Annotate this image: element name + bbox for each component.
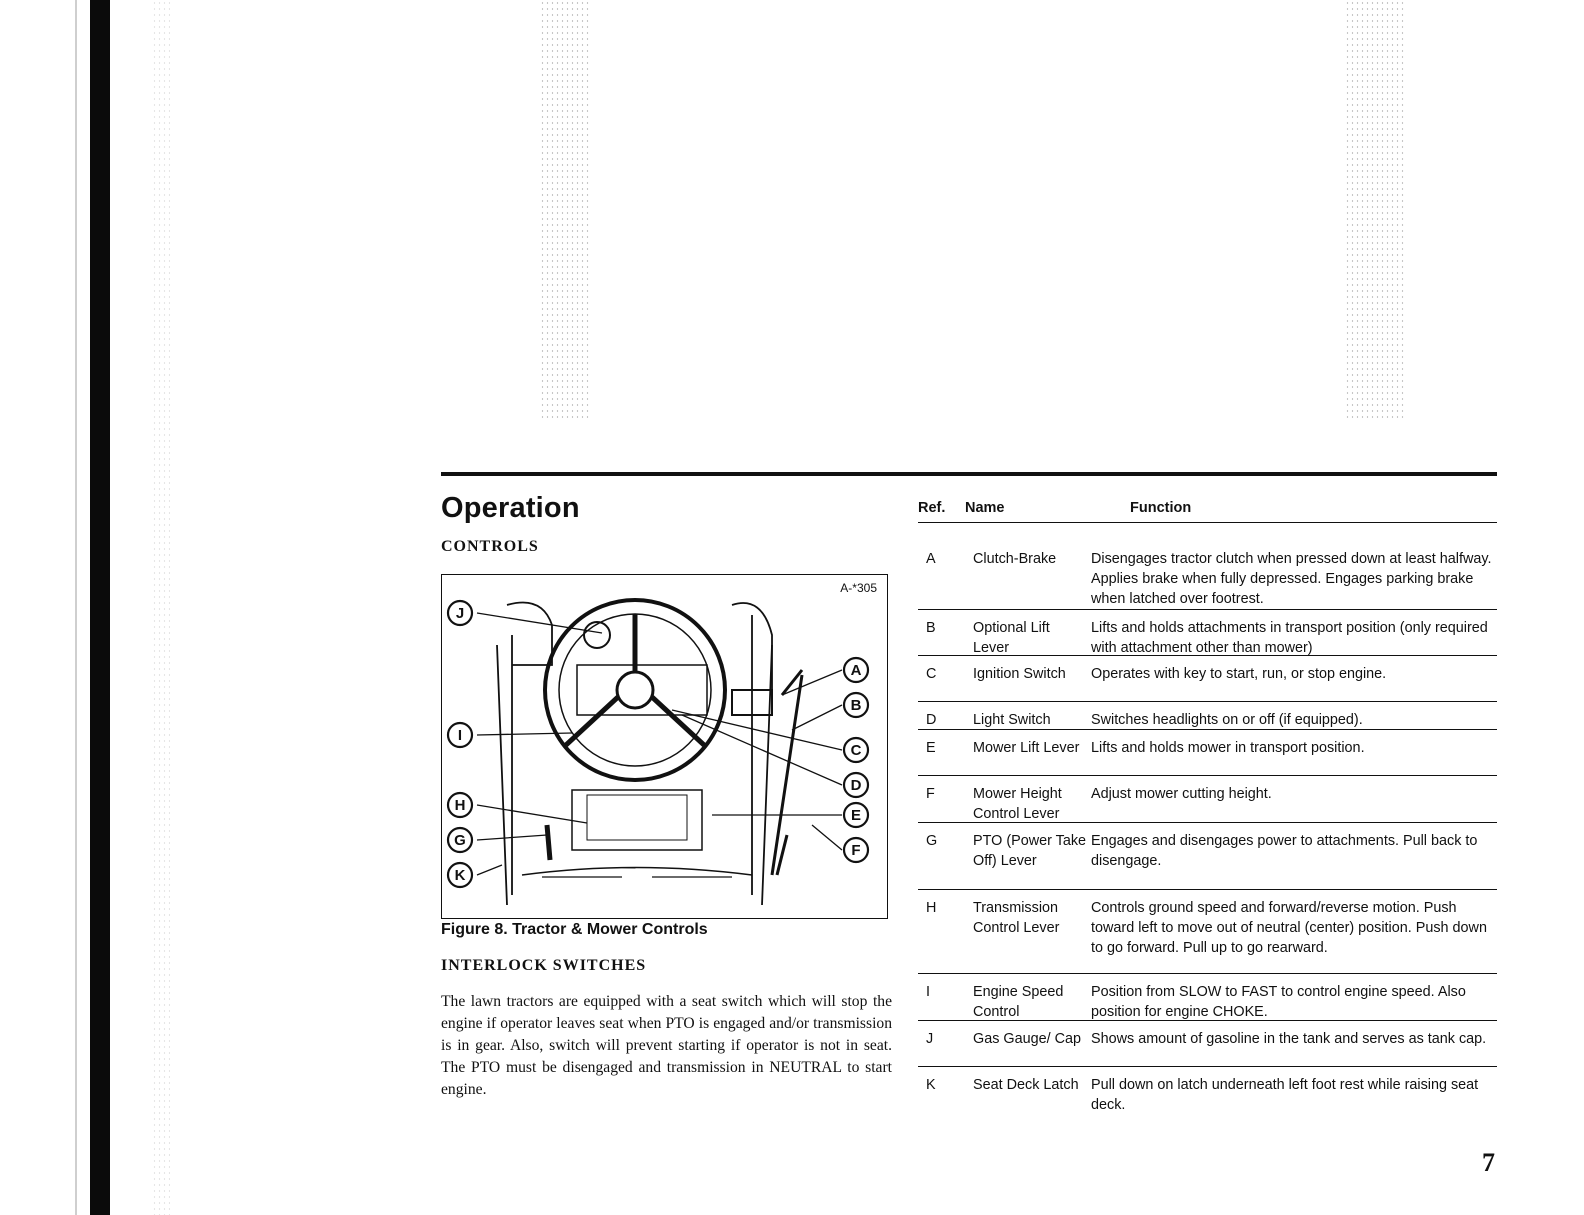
cell-function: Position from SLOW to FAST to control engine speed. Also position for engine CHOKE. [1091,984,1466,1020]
callout-B: B [850,697,862,714]
cell-function: Operates with key to start, run, or stop engine. [1091,666,1387,682]
cell-ref: B [926,620,936,636]
callout-E: E [850,807,862,824]
table-row [918,702,1497,730]
cell-ref: C [926,666,937,682]
callout-F: F [851,842,861,859]
seat-area [497,645,772,905]
table-row [918,610,1497,656]
scan-speckle [152,0,170,1215]
controls-table [918,496,1497,1114]
scan-speckle [540,0,590,420]
header-name: Name [965,500,1005,516]
control-console [572,790,702,850]
table-row [918,823,1497,890]
cell-function: Switches headlights on or off (if equipped). [1091,712,1363,728]
callout-H: H [454,797,466,814]
cell-name: Engine Speed Control [973,984,1064,1020]
header-rule [441,472,1497,476]
page-number: 7 [1482,1148,1495,1177]
page-edge [75,0,77,1215]
section-title: Operation [441,492,580,524]
mower-lift-lever [772,670,802,875]
cell-ref: D [926,712,937,728]
controls-figure [441,574,888,919]
cell-function: Controls ground speed and forward/reverse motion. Push toward left to move out of neutral (center) position. Push down to go forward. Pull up to go rearward. [1091,900,1487,956]
cell-name: Gas Gauge/ Cap [973,1031,1081,1047]
gas-cap [584,622,610,648]
table-row [918,1067,1497,1114]
footrest [522,868,752,876]
figure-caption: Figure 8. Tractor & Mower Controls [441,921,708,938]
cell-name: Seat Deck Latch [973,1077,1079,1093]
tractor-controls-illustration [442,575,887,918]
figure-code: A-*305 [840,581,877,595]
callout-I: I [457,727,463,744]
cell-function: Pull down on latch underneath left foot rest while raising seat deck. [1091,1077,1479,1113]
cell-ref: I [926,984,930,1000]
table-row [918,776,1497,823]
cell-name: Clutch-Brake [973,551,1057,567]
header-ref: Ref. [918,500,946,516]
steering-hub [617,672,653,708]
cell-ref: E [926,740,936,756]
table-row [918,730,1497,776]
callout-C: C [850,742,862,759]
cell-name: PTO (Power Take Off) Lever [973,833,1087,869]
cell-name: Mower Lift Lever [973,740,1080,756]
callout-K: K [454,867,466,884]
cell-function: Engages and disengages power to attachments. Pull back to disengage. [1091,833,1478,869]
binding-strip [90,0,110,1215]
interlock-text: The lawn tractors are equipped with a seat switch which will stop the engine if operator leaves seat when PTO is engaged and/or transmission is in gear. Also, switch will prevent starting if operator is not in seat. The PTO must be disengaged and transmission in NEUTRAL to start engine. [441,993,892,1098]
cell-ref: A [926,551,936,567]
callout-A: A [850,662,862,679]
cell-function: Disengages tractor clutch when pressed down at least halfway. Applies brake when fully depressed. Engages parking brake when latched over footrest. [1091,551,1492,607]
cell-ref: K [926,1077,936,1093]
cell-name: Ignition Switch [973,666,1066,682]
interlock-heading: INTERLOCK SWITCHES [441,957,647,974]
table-row [918,890,1497,974]
cell-function: Shows amount of gasoline in the tank and serves as tank cap. [1091,1031,1487,1047]
callout-D: D [850,777,862,794]
table-row [918,541,1497,610]
steering-spokes [566,614,704,745]
cell-function: Lifts and holds mower in transport position. [1091,740,1365,756]
pto-lever [547,825,550,860]
callout-J: J [455,605,465,622]
controls-heading: CONTROLS [441,538,539,555]
header-function: Function [1130,500,1192,516]
cell-ref: G [926,833,938,849]
cell-ref: J [926,1031,934,1047]
table-body [918,541,1497,1114]
table-row [918,974,1497,1021]
cell-ref: H [926,900,937,916]
table-header [918,496,1497,523]
cell-function: Adjust mower cutting height. [1091,786,1272,802]
table-row [918,1021,1497,1067]
table-row [918,656,1497,702]
cell-name: Light Switch [973,712,1051,728]
cell-function: Lifts and holds attachments in transport position (only required with attachment other than mower) [1091,620,1488,656]
cell-name: Mower Height Control Lever [973,786,1062,822]
callout-G: G [454,832,466,849]
cell-name: Optional Lift Lever [973,620,1050,656]
cell-name: Transmission Control Lever [973,900,1060,936]
scan-speckle [1345,0,1405,420]
left-tire [507,603,552,666]
decal-panel [587,795,687,840]
cell-ref: F [926,786,935,802]
